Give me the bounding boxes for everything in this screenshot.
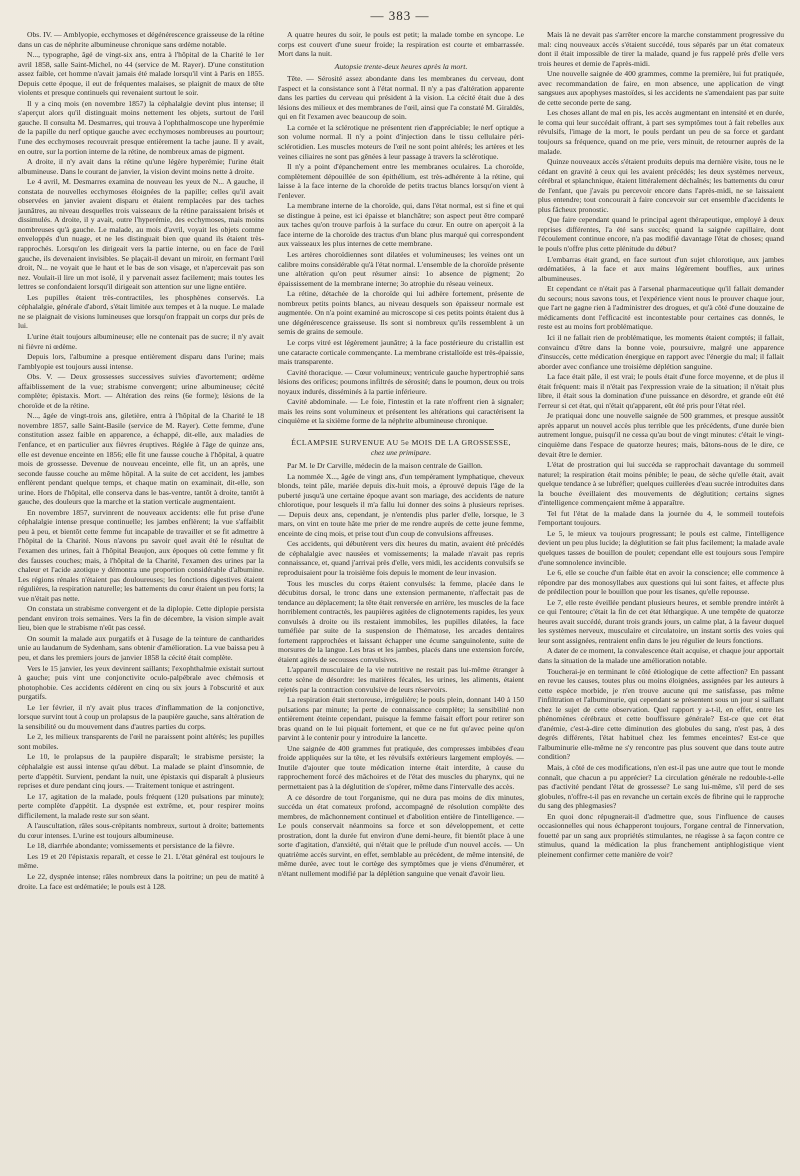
paragraph: Le 17, agitation de la malade, pouls fréquent (120 pulsations par minute); perte complète d'appétit. La dyspnée est extrême, et, pour respirer moins difficilement, la malade reste sur son séant.	[18, 791, 264, 820]
paragraph: L'état de prostration qui lui succéda se rapprochait davantage du sommeil naturel; la respiration était moins pénible; le peau, de sèche qu'elle était, avait quelque tendance à se lubréfier; quelques cuillerées d'eau sucrée introduites dans la bouche éveillaient des mouvements de déglutition; certains signes d'intelligence commençaient même à apparaître.	[538, 460, 784, 508]
paragraph: La face était pâle, il est vrai; le pouls était d'une force moyenne, et de plus il était fréquent: mais il n'était pas l'expression vraie de la situation; il n'était plus libre, il était sous la domination d'une puissance en désordre, et grande eût été l'erreur si cet état, qui n'était qu'apparent, eût été pris pour l'état réel.	[538, 372, 784, 410]
paragraph: A dater de ce moment, la convalescence était acquise, et chaque jour apportait dans la situation de la malade une amélioration notable.	[538, 646, 784, 665]
paragraph: A droite, il n'y avait dans la rétine qu'une légère hyperémie; l'urine était albumineuse. Dans le courant de janvier, la vision devint moins nette à droite.	[18, 157, 264, 176]
column-middle-section	[278, 461, 524, 879]
autopsy-heading: Autopsie trente-deux heures après la mort.	[334, 61, 468, 71]
paragraph: Le 5, le mieux va toujours progressant; le pouls est calme, l'intelligence devient un peu plus lucide; la déglutition se fait plus facilement; la malade avale quelques tasses de bouillon de poulet; cependant elle est toujours sous l'empire d'une somnolence invincible.	[538, 528, 784, 567]
paragraph: Vers le 15 janvier, les yeux devinrent saillants; l'exophthalmie existait surtout à gauche; puis vint une conjonctivite oculo-palpébrale avec chémosis et photophobie. Ces accidents cédèrent en cinq ou six jours à l'obscurité et aux purgatifs.	[18, 663, 264, 702]
text-columns	[18, 30, 784, 1166]
paragraph: Ces accidents, qui débutèrent vers dix heures du matin, avaient été précédés de céphalalgie avec nausées et vomissements; la malade n'avait pas repris connaissance, et, quand j'arrivai près d'elle, vers midi, les accidents convulsifs se reproduisaient pour la troisième fois depuis le moment de leur invasion.	[278, 539, 524, 577]
paragraph: Mais là ne devait pas s'arrêter encore la marche constamment progressive du mal: cinq nouveaux accès s'étaient succédé, tous séparés par un état comateux dont il était impossible de tirer la malade, quand je fus rappelé près d'elle vers trois heures et demie de l'après-midi.	[538, 30, 784, 68]
paragraph: L'appareil musculaire de la vie nutritive ne restait pas lui-même étranger à cette scène de désordre: les matières fécales, les urines, les aliments, étaient rejetés par la contraction convulsive de leurs réservoirs.	[278, 665, 524, 694]
paragraph: Obs. IV. — Amblyopie, ecchymoses et dégénérescence graisseuse de la rétine dans un cas de néphrite albumineuse chronique sans œdème notable.	[18, 30, 264, 49]
page-number: — 383 —	[370, 8, 430, 23]
paragraph: Le corps vitré est légèrement jaunâtre; à la face postérieure du cristallin est une cataracte corticale commençante. La membrane cristalloïde est très-épaissie, mais transparente.	[278, 337, 524, 367]
paragraph: Ici il ne fallait rien de problématique, les moments étaient comptés; il fallait, convaincu d'être dans la bonne voie, poursuivre, malgré une apparence d'insuccès, cette médication énergique en rapport avec l'énergie du mal; il fallait aborder avec confiance une troisième déplétion sanguine.	[538, 332, 784, 371]
column-middle-autopsy	[278, 74, 524, 426]
column-left	[18, 30, 264, 1166]
paragraph: Les pupilles étaient très-contractiles, les phosphènes conservés. La céphalalgie, générale d'abord, s'était limitée aux tempes et à la nuque. Le malade ne se plaignait de visions lumineuses que lorsqu'on frappait un corps dur près de lui.	[18, 292, 264, 331]
section-subtitle: chez une primipare.	[370, 448, 432, 458]
paragraph: Une nouvelle saignée de 400 grammes, comme la première, lui fut pratiquée, avec recommandation de faire, en mon absence, une application de vingt sangsues aux apophyses mastoïdes, si les accidents ne s'amendaient pas par suite de cette seconde perte de sang.	[538, 69, 784, 107]
paragraph: Le 2, les milieux transparents de l'œil ne paraissent point altérés; les pupilles sont mobiles.	[18, 732, 264, 751]
paragraph: On soumit la malade aux purgatifs et à l'usage de la teinture de cantharides unie au laudanum de Sydenham, sans obtenir d'amélioration. La vue baissa peu à peu, et dans les premiers jours de janvier 1858 la cécité était complète.	[18, 633, 264, 662]
paragraph: Le 1er février, il n'y avait plus traces d'inflammation de la conjonctive, lorsque survint tout à coup un prolapsus de la paupière gauche, sans altération de la sensibilité ou du mouvement dans d'autres parties du corps.	[18, 702, 264, 731]
paragraph: Le 22, dyspnée intense; râles nombreux dans la poitrine; un peu de matité à droite. La face est œdématiée; le pouls est à 128.	[18, 872, 264, 891]
paragraph: Par M. le Dr Carville, médecin de la maison centrale de Gaillon.	[287, 460, 483, 470]
paragraph: Le 10, le prolapsus de la paupière disparaît; le strabisme persiste; la céphalalgie est aussi intense qu'au début. La malade se plaint d'insomnie, de perte d'appétit. Survient, pendant la nuit, une épistaxis qui disparaît à plusieurs reprises et dure pendant cinq jours. — Traitement tonique et astringent.	[18, 752, 264, 791]
paragraph: L'urine était toujours albumineuse; elle ne contenait pas de sucre; il n'y avait ni fièvre ni œdème.	[18, 331, 264, 351]
paragraph: Je pratiquai donc une nouvelle saignée de 500 grammes, et presque aussitôt après apparut un nouvel accès plus terrible que les précédents, d'une durée bien autrement longue, puisqu'il ne cessa qu'au bout de vingt minutes: c'était le vingt-cinquième dans l'espace de quatorze heures; mais, bâtons-nous de le dire, ce devait être le dernier.	[538, 411, 784, 459]
paragraph: Tête. — Sérosité assez abondante dans les membranes du cerveau, dont l'aspect et la consistance sont à l'état normal. Il n'y a pas d'altération apparente dans les parties du cerveau qui président à la vision. La cécité était due à des lésions des milieux et des membranes de l'œil, ainsi que l'a constaté M. Giraldès, qui en fit l'examen avec beaucoup de soin.	[278, 74, 524, 122]
paragraph: L'embarras était grand, en face surtout d'un sujet chlorotique, aux jambes œdématiées, à la face et aux mains légèrement bouffies, aux urines albumineuses.	[538, 254, 784, 283]
column-middle	[278, 30, 524, 1166]
paragraph: La nommée X..., âgée de vingt ans, d'un tempérament lymphatique, cheveux blonds, teint pâle, mariée depuis dix-huit mois, a éprouvé depuis l'âge de la puberté jusqu'à une certaine époque avant son mariage, des accidents de nature chlorotique, pour lesquels il m'a fallu lui donner des soins à plusieurs reprises. — Depuis deux ans, cependant, je n'entendis plus parler d'elle, lorsque, le 3 mars, on vint en toute hâte me prier de me rendre auprès de cette jeune femme, enceinte de cinq mois, et prise tout d'un coup de convulsions affreuses.	[278, 471, 524, 538]
column-right	[538, 30, 784, 1166]
paragraph: Il y a cinq mois (en novembre 1857) la céphalalgie devint plus intense; il s'aperçut alors qu'il distinguait moins nettement les objets, surtout de l'œil gauche. Il consulta M. Desmarres, qui trouva à l'ophthalmoscope une hyperémie de la papille du nerf optique gauche avec ecchymoses nombreuses au pourtour; l'une des ecchymoses recouvrait presque entièrement la tache jaune. Il y avait, en outre, sur la portion interne de la rétine, de nombreux amas de pigment.	[18, 98, 264, 156]
paragraph: A l'auscultation, râles sous-crépitants nombreux, surtout à droite; battements du cœur intenses. L'urine est toujours albumineuse.	[18, 821, 264, 840]
paragraph: N..., âgée de vingt-trois ans, giletière, entra à l'hôpital de la Charité le 18 novembre 1857, salle Saint-Basile (service de M. Rayer). Cette femme, d'une constitution assez faible en apparence, a échappé, dit-elle, aux maladies de l'enfance, et en particulier aux fièvres éruptives. Réglée à l'âge de quinze ans, elle est devenue enceinte en 1856; elle fit une fausse couche à l'hôpital, à quatre mois de grossesse. Devenue de nouveau enceinte, elle fit, un an après, une seconde fausse couche au même hôpital. A la suite de cet accident, les jambes enflèrent pendant quelque temps, et chaque matin on examinait, dit-elle, son urine. Hors de l'hôpital, elle conserva dans le bas-ventre, tantôt à droite, tantôt à gauche, des douleurs que la marche et la station verticale augmentaient.	[18, 411, 264, 507]
paragraph: Cavité thoracique. — Cœur volumineux; ventricule gauche hypertrophié sans lésions des orifices; poumons infiltrés de sérosité; dans le poumon, deux ou trois noyaux indurés, disséminés à la partie inférieure.	[278, 367, 524, 396]
paragraph: Et cependant ce n'était pas à l'arsenal pharmaceutique qu'il fallait demander du secours; nous savons tous, et l'expérience vient nous le prouver chaque jour, que l'art ne gagne rien à l'administrer des drogues, et qu'à côté d'une douzaine de médicaments dont l'efficacité est incontestable pour certaines cas donnés, le reste est au moins fort problématique.	[538, 284, 784, 332]
paragraph: En novembre 1857, survinrent de nouveaux accidents: elle fut prise d'une céphalalgie intense presque continuelle; les jambes enflèrent; la vue s'affaiblit peu à peu, et bientôt cette femme fut incapable de travailler et se fit admettre à l'hôpital de la Charité. Nous n'avons pu savoir quel avait été le résultat de l'examen des urines, fait à l'hôpital Beaujon, aux époques où cette femme y fit des fausses couches; mais, à l'hôpital de la Charité, l'examen des urines par la chaleur et l'acide azotique y démontra une proportion considérable d'albumine. Les régions rénales n'étaient pas douloureuses; les fonctions digestives étaient régulières, la respiration naturelle; les battements du cœur étaient un peu forts; la vue n'était pas nette.	[18, 507, 264, 603]
paragraph: Que faire cependant quand le principal agent thérapeutique, employé à deux reprises différentes, l'a été sans succès; quand la saignée capillaire, dont l'écoulement continue encore, n'a pas modifié davantage l'état de choses; quand le pouls n'offre plus cette plénitude du début?	[538, 215, 784, 254]
paragraph: Depuis lors, l'albumine a presque entièrement disparu dans l'urine; mais l'amblyopie est toujours aussi intense.	[18, 352, 264, 371]
paragraph: Quinze nouveaux accès s'étaient produits depuis ma dernière visite, tous ne le cédant en gravité à ceux qui les avaient précédés; les deux systèmes nerveux, cérébral et splanchnique, étaient littéralement déchaînés; les battements du cœur de l'enfant, que j'avais pu percevoir encore dans l'après-midi, ne se laissaient plus entendre; tout concourait à faire concevoir sur cet ensemble d'accidents le plus fâcheux pronostic.	[538, 157, 784, 214]
paragraph: Obs. V. — Deux grossesses successives suivies d'avortement; œdème affaiblissement de la vue; strabisme convergent; urine albumineuse; cécité complète; épistaxis. Mort. — Altération des reins (6e forme); lésions de la choroïde et de la rétine.	[18, 372, 264, 410]
paragraph: La membrane interne de la choroïde, qui, dans l'état normal, est si fine et qui se distingue à peine, est ici épaisse et blanchâtre; son aspect peut être comparé aux taches qu'on trouve parfois à la surface du cœur. En outre on aperçoit à la face interne de la choroïde des tractus d'un blanc plus marqué qui correspondent aux vaisseaux les plus internes de cette membrane.	[278, 201, 524, 249]
paragraph: Les 19 et 20 l'épistaxis reparaît, et cesse le 21. L'état général est toujours le même.	[18, 851, 264, 871]
column-middle-intro	[278, 30, 524, 59]
section-divider	[308, 429, 494, 430]
paragraph: Les artères choroïdiennes sont dilatées et volumineuses; les veines ont un calibre moins considérable qu'à l'état normal. L'ensemble de la choroïde présente une altération qu'on peut résumer ainsi: 1o absence de pigment; 2o épaississement de la membrane interne; 3o atrophie du réseau veineux.	[278, 250, 524, 288]
paragraph: Il n'y a point d'épanchement entre les membranes oculaires. La choroïde, complètement dépouillée de son épithélium, est très-adhérente à la rétine, qui laisse à la face interne de la choroïde de petits tractus blancs lorsqu'on vient à l'enlever.	[278, 162, 524, 200]
paragraph: Le 6, elle se couche d'un faible état en avoir la conscience; elle commence à répondre par des monosyllabes aux questions qui lui sont faites, et affecte plus de prédilection pour le bouillon que pour les tisanes, qu'elle repousse.	[538, 568, 784, 597]
paragraph: On constata un strabisme convergent et de la diplopie. Cette diplopie persista pendant environ trois semaines. Vers la fin de décembre, la vision simple avait lieu, bien que le strabisme n'eût pas cessé.	[18, 604, 264, 633]
paragraph: Une saignée de 400 grammes fut pratiquée, des compresses imbibées d'eau froide appliquées sur la tête, et les révulsifs extérieurs largement employés. — Inutile d'ajouter que toute médication interne était interdite, à cause du rapprochement forcé des mâchoires et de l'état des muscles du pharynx, qui ne permettaient pas à la déglutition de s'opérer, même dans l'intervalle des accès.	[278, 743, 524, 792]
paragraph: Cavité abdominale. — Le foie, l'intestin et la rate n'offrent rien à signaler; mais les reins sont volumineux et présentent les altérations qui caractérisent la cinquième et la sixième forme de la néphrite albumineuse chronique.	[278, 397, 524, 426]
paragraph: Le 18, diarrhée abondante; vomissements et persistance de la fièvre.	[27, 841, 235, 851]
paragraph: Mais, à côté de ces modifications, n'en est-il pas une autre que tout le monde connaît, que chacun a pu apprécier? La circulation générale ne redouble-t-elle pas d'activité pendant l'état de grossesse? Le sang lui-même, s'il perd de ses globules, n'offre-t-il pas en revanche un certain excès de fibrine qui le rapproche du sang des phlegmasies?	[538, 763, 784, 811]
paragraph: En quoi donc répugnerait-il d'admettre que, sous l'influence de causes occasionnelles qui nous échapperont toujours, l'organe central de l'innervation, fouetté par un sang aux propriétés stimulantes, ne réagisse à sa façon contre ce stimulus, quand la médication la plus franchement antiphlogistique vient pleinement confirmer cette manière de voir?	[538, 811, 784, 859]
paragraph: Tous les muscles du corps étaient convulsés: la femme, placée dans le décubitus dorsal, le tronc dans une extension permanente, n'affectait pas de tendance au déplacement; la tête était renversée en arrière, les muscles de la face horriblement contractés, les paupières agitées de clignotements rapides, les yeux convulsés à droite ou ils restaient immobiles, les pupilles dilatées, la face tuméfiée par suite de la suspension de l'hématose, les arcades dentaires fortement rapprochées et laissant échapper une écume sanguinolente, suite de morsures de la langue. Les bras et les jambes, placés dans une extension forcée, étaient agités de secousses convulsives.	[278, 578, 524, 664]
paragraph: A quatre heures du soir, le pouls est petit; la malade tombe en syncope. Le corps est couvert d'une sueur froide; la respiration est courte et embarrassée. Mort dans la nuit.	[278, 30, 524, 59]
paragraph: La cornée et la sclérotique ne présentent rien d'appréciable; le nerf optique a son volume normal. Il n'y a point d'injection dans le tissu cellulaire péri-sclérotidien. Les muscles moteurs de l'œil ne sont point altérés; les artères et les veines ciliaires ne sont pas gênées à leur passage à travers la sclérotique.	[278, 122, 524, 161]
paragraph: Toucherai-je en terminant le côté étiologique de cette affection? En passant en revue les causes, toutes plus ou moins éloignées, assignées par les auteurs à cette espèce morbide, je n'en trouve aucune qui me satisfasse, pas même l'infiltration et l'albuminurie, qui cependant se présentent sous un jour si saillant chez le sujet de cette observation. Quel rapport y a-t-il, en effet, entre les phénomènes cérébraux et cette bouffissure générale? Est-ce que cet état d'anémie, c'est-à-dire cette diminution des globules du sang, n'est pas, à des degrés différents, l'état habituel chez les femmes enceintes? Est-ce que l'albuminurie elle-même ne s'y rencontre pas plus souvent que dans toute autre condition?	[538, 666, 784, 762]
paragraph: Le 4 avril, M. Desmarres examina de nouveau les yeux de N... A gauche, il constata de nouvelles ecchymoses éloignées de la papille; celles qu'il avait observées en janvier avaient disparu et étaient remplacées par des taches jaunâtres, au niveau desquelles trois vaisseaux de la rétine paraissaient brisés et dissimulés. A droite, il y avait, outre l'hyperémie, des ecchymoses, mais moins nombreuses qu'à gauche. Le malade, au mois d'avril, voyait les objets comme enveloppés d'un nuage, et ne les distinguait bien que quand ils étaient très-rapprochés. Lorsqu'on les dirigeait vers la partie interne, ou en face de l'œil gauche, ils devenaient invisibles. Se plaçait-il devant un miroir, en fermant l'œil droit, N... ne voyait que le haut et le bas de son visage, et n'apercevait pas son nez. Voulait-il lire un mot isolé, il y parvenait assez facilement; mais toutes les lettres se confondaient lorsqu'il dirigeait son attention sur une ligne entière.	[18, 177, 264, 292]
paragraph: Tel fut l'état de la malade dans la journée du 4, le sommeil toutefois l'emportant toujours.	[538, 508, 784, 528]
paragraph: Les choses allant de mal en pis, les accès augmentant en intensité et en durée, le coma qui leur succédait offrant, à part ses symptômes tout à fait rebelles aux révulsifs, l'image de la mort, le pouls perdant un peu de sa force et gardant toujours sa fréquence, quand on me prie, vers minuit, de retourner auprès de la malade.	[538, 108, 784, 156]
paragraph: La rétine, détachée de la choroïde qui lui adhère fortement, présente de nombreux petits points blancs, au niveau desquels son épaisseur normale est augmentée. On n'a point examiné au microscope si ces petits points étaient dus à une dégénérescence graisseuse. Ils sont si nombreux qu'ils ressemblent à un semis de grains de semoule.	[278, 289, 524, 337]
section-title: ÉCLAMPSIE SURVENUE AU 5e MOIS DE LA GROSSESSE,	[291, 437, 511, 447]
paragraph: La respiration était stertoreuse, irrégulière; le pouls plein, donnant 140 à 150 pulsations par minute; la perte de connaissance complète; la sensibilité non entièrement éteinte cependant, puisque la femme faisait effort pour retirer son bras quand on le lui piquait fortement, et que ce ne fut qu'avec peine qu'on parvint à le contenir pour y introduire la lancette.	[278, 695, 524, 743]
paragraph: N..., typographe, âgé de vingt-six ans, entra à l'hôpital de la Charité le 1er avril 1858, salle Saint-Michel, no 44 (service de M. Rayer). D'une constitution assez faible, cet homme n'avait jamais été malade lorsqu'il vint à Paris en 1855. Depuis cette époque, il eut de fréquentes malaises, se plaignit de maux de tête violents et presque continuels qui revenaient surtout le soir.	[18, 50, 264, 98]
paragraph: A ce désordre de tout l'organisme, qui ne dura pas moins de dix minutes, succéda un état comateux profond, accompagné de résolution complète des membres, de mâchonnement continuel et d'abolition entière de l'intelligence. — Le pouls conservait néanmoins sa force et son développement, et cette prostration, dont la durée fut environ d'une demi-heure, fit bientôt place à une sorte d'agitation, d'anxiété, qui n'était que le prélude d'un nouvel accès. — Un quatrième accès survint, en effet, semblable au précédent, de même intensité, de même durée, avec tout le cortège des symptômes que je viens d'énumérer, et n'étant nullement modifié par la déplétion sanguine que venait d'avoir lieu.	[278, 792, 524, 878]
paragraph: Le 7, elle reste éveillée pendant plusieurs heures, et semble prendre intérêt à ce qui l'entoure; c'était la fin de cet état léthargique. A une tempête de quatorze heures avait succédé, durant trois grands jours, un calme plat, à la faveur duquel les systèmes nerveux, musculaire et circulatoire, un instant sortis des voies qui leur sont assignées, rentraient enfin dans le jeu régulier de leurs fonctions.	[538, 597, 784, 645]
